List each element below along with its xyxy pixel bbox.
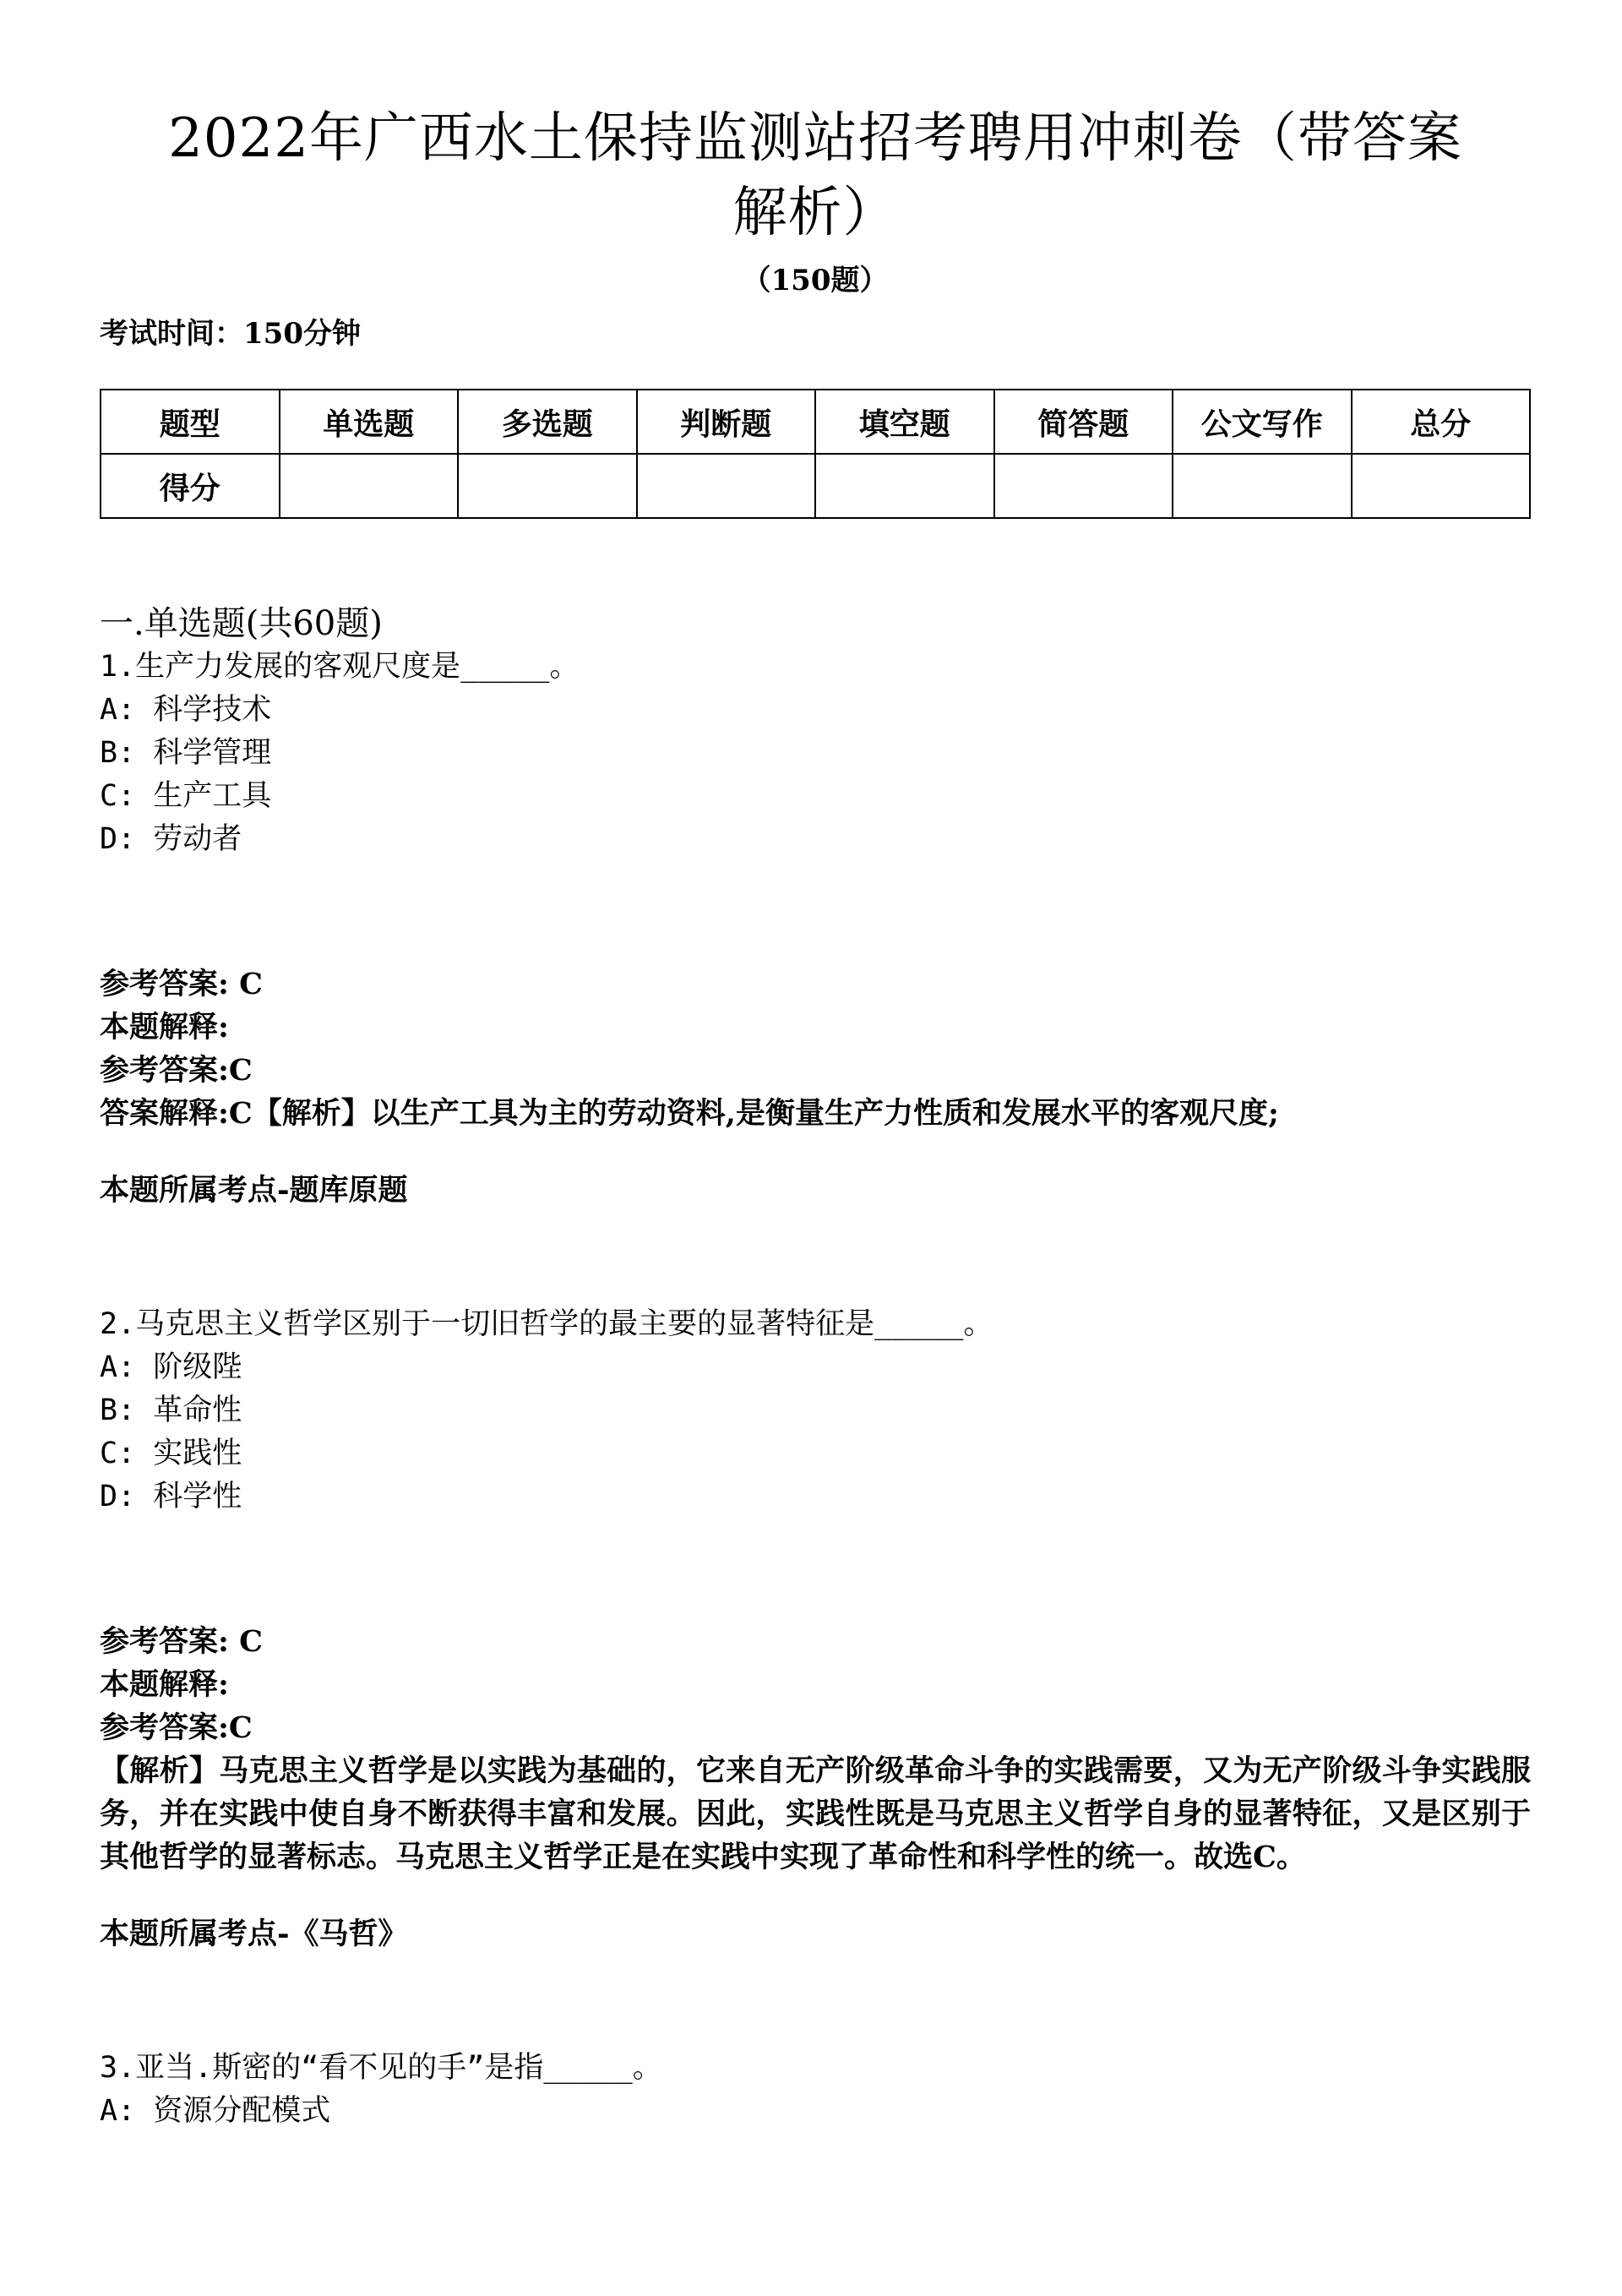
- question-2: [100, 1303, 1531, 2047]
- title-line-1: 2022年广西水土保持监测站招考聘用冲刺卷（带答案: [168, 107, 1462, 170]
- title-line-2: 解析）: [732, 182, 898, 244]
- score-table-header-multiple: 多选题: [458, 390, 637, 454]
- score-table-score-row: [101, 454, 1530, 518]
- score-table-header-short-answer: 简答题: [994, 390, 1173, 454]
- knowledge-point: 本题所属考点-题库原题: [100, 1173, 408, 1208]
- section-heading: 一.单选题(共60题): [100, 604, 383, 643]
- option-b: B: 革命性: [100, 1393, 242, 1427]
- score-cell-multiple: [458, 454, 637, 518]
- score-table-header-fill: 填空题: [815, 390, 994, 454]
- option-a: A: 科学技术: [100, 693, 272, 727]
- score-table-row-label: 得分: [101, 454, 280, 518]
- question-stem: 1.生产力发展的客观尺度是_____。: [100, 650, 580, 684]
- document-page: [100, 101, 1531, 2133]
- reference-answer: 参考答案: C: [100, 1624, 263, 1659]
- score-table-header-judge: 判断题: [637, 390, 816, 454]
- score-table-header-writing: 公文写作: [1173, 390, 1352, 454]
- option-d: D: 劳动者: [100, 822, 242, 856]
- score-table-header-total: 总分: [1352, 390, 1531, 454]
- exam-time: 考试时间：150分钟: [100, 317, 361, 351]
- question-1: [100, 646, 1531, 1303]
- document-title: [100, 101, 1531, 250]
- reference-answer-repeat: 参考答案:C: [100, 1710, 253, 1745]
- question-count: （150题）: [742, 264, 889, 297]
- answer-analysis: 【解析】马克思主义哲学是以实践为基础的，它来自无产阶级革命斗争的实践需要，又为无产阶级斗争实践服务，并在实践中使自身不断获得丰富和发展。因此，实践性既是马克思主义哲学自身的显著特征，又是区别于其他哲学的显著标志。马克思主义哲学正是在实践中实现了革命性和科学性的统一。故选C。: [100, 1753, 1531, 1874]
- reference-answer: 参考答案: C: [100, 967, 263, 1001]
- option-c: C: 生产工具: [100, 779, 272, 813]
- question-3: [100, 2047, 1531, 2133]
- score-table-header-single: 单选题: [280, 390, 459, 454]
- reference-answer-repeat: 参考答案:C: [100, 1053, 253, 1088]
- score-cell-writing: [1173, 454, 1352, 518]
- score-table-header-type: 题型: [101, 390, 280, 454]
- option-a: A: 阶级陛: [100, 1350, 242, 1384]
- score-cell-short-answer: [994, 454, 1173, 518]
- option-b: B: 科学管理: [100, 736, 272, 770]
- option-a: A: 资源分配模式: [100, 2094, 331, 2128]
- explanation-label: 本题解释:: [100, 1010, 229, 1044]
- explanation-label: 本题解释:: [100, 1667, 229, 1702]
- question-stem: 3.亚当.斯密的“看不见的手”是指_____。: [100, 2051, 662, 2085]
- knowledge-point: 本题所属考点-《马哲》: [100, 1917, 408, 1951]
- score-cell-single: [280, 454, 459, 518]
- score-cell-judge: [637, 454, 816, 518]
- score-cell-fill: [815, 454, 994, 518]
- answer-analysis: 答案解释:C【解析】以生产工具为主的劳动资料,是衡量生产力性质和发展水平的客观尺度;: [100, 1096, 1279, 1131]
- question-stem: 2.马克思主义哲学区别于一切旧哲学的最主要的显著特征是_____。: [100, 1307, 993, 1341]
- score-cell-total: [1352, 454, 1531, 518]
- score-table-header-row: [101, 390, 1530, 454]
- option-d: D: 科学性: [100, 1480, 242, 1513]
- option-c: C: 实践性: [100, 1437, 242, 1470]
- score-table: [100, 389, 1531, 519]
